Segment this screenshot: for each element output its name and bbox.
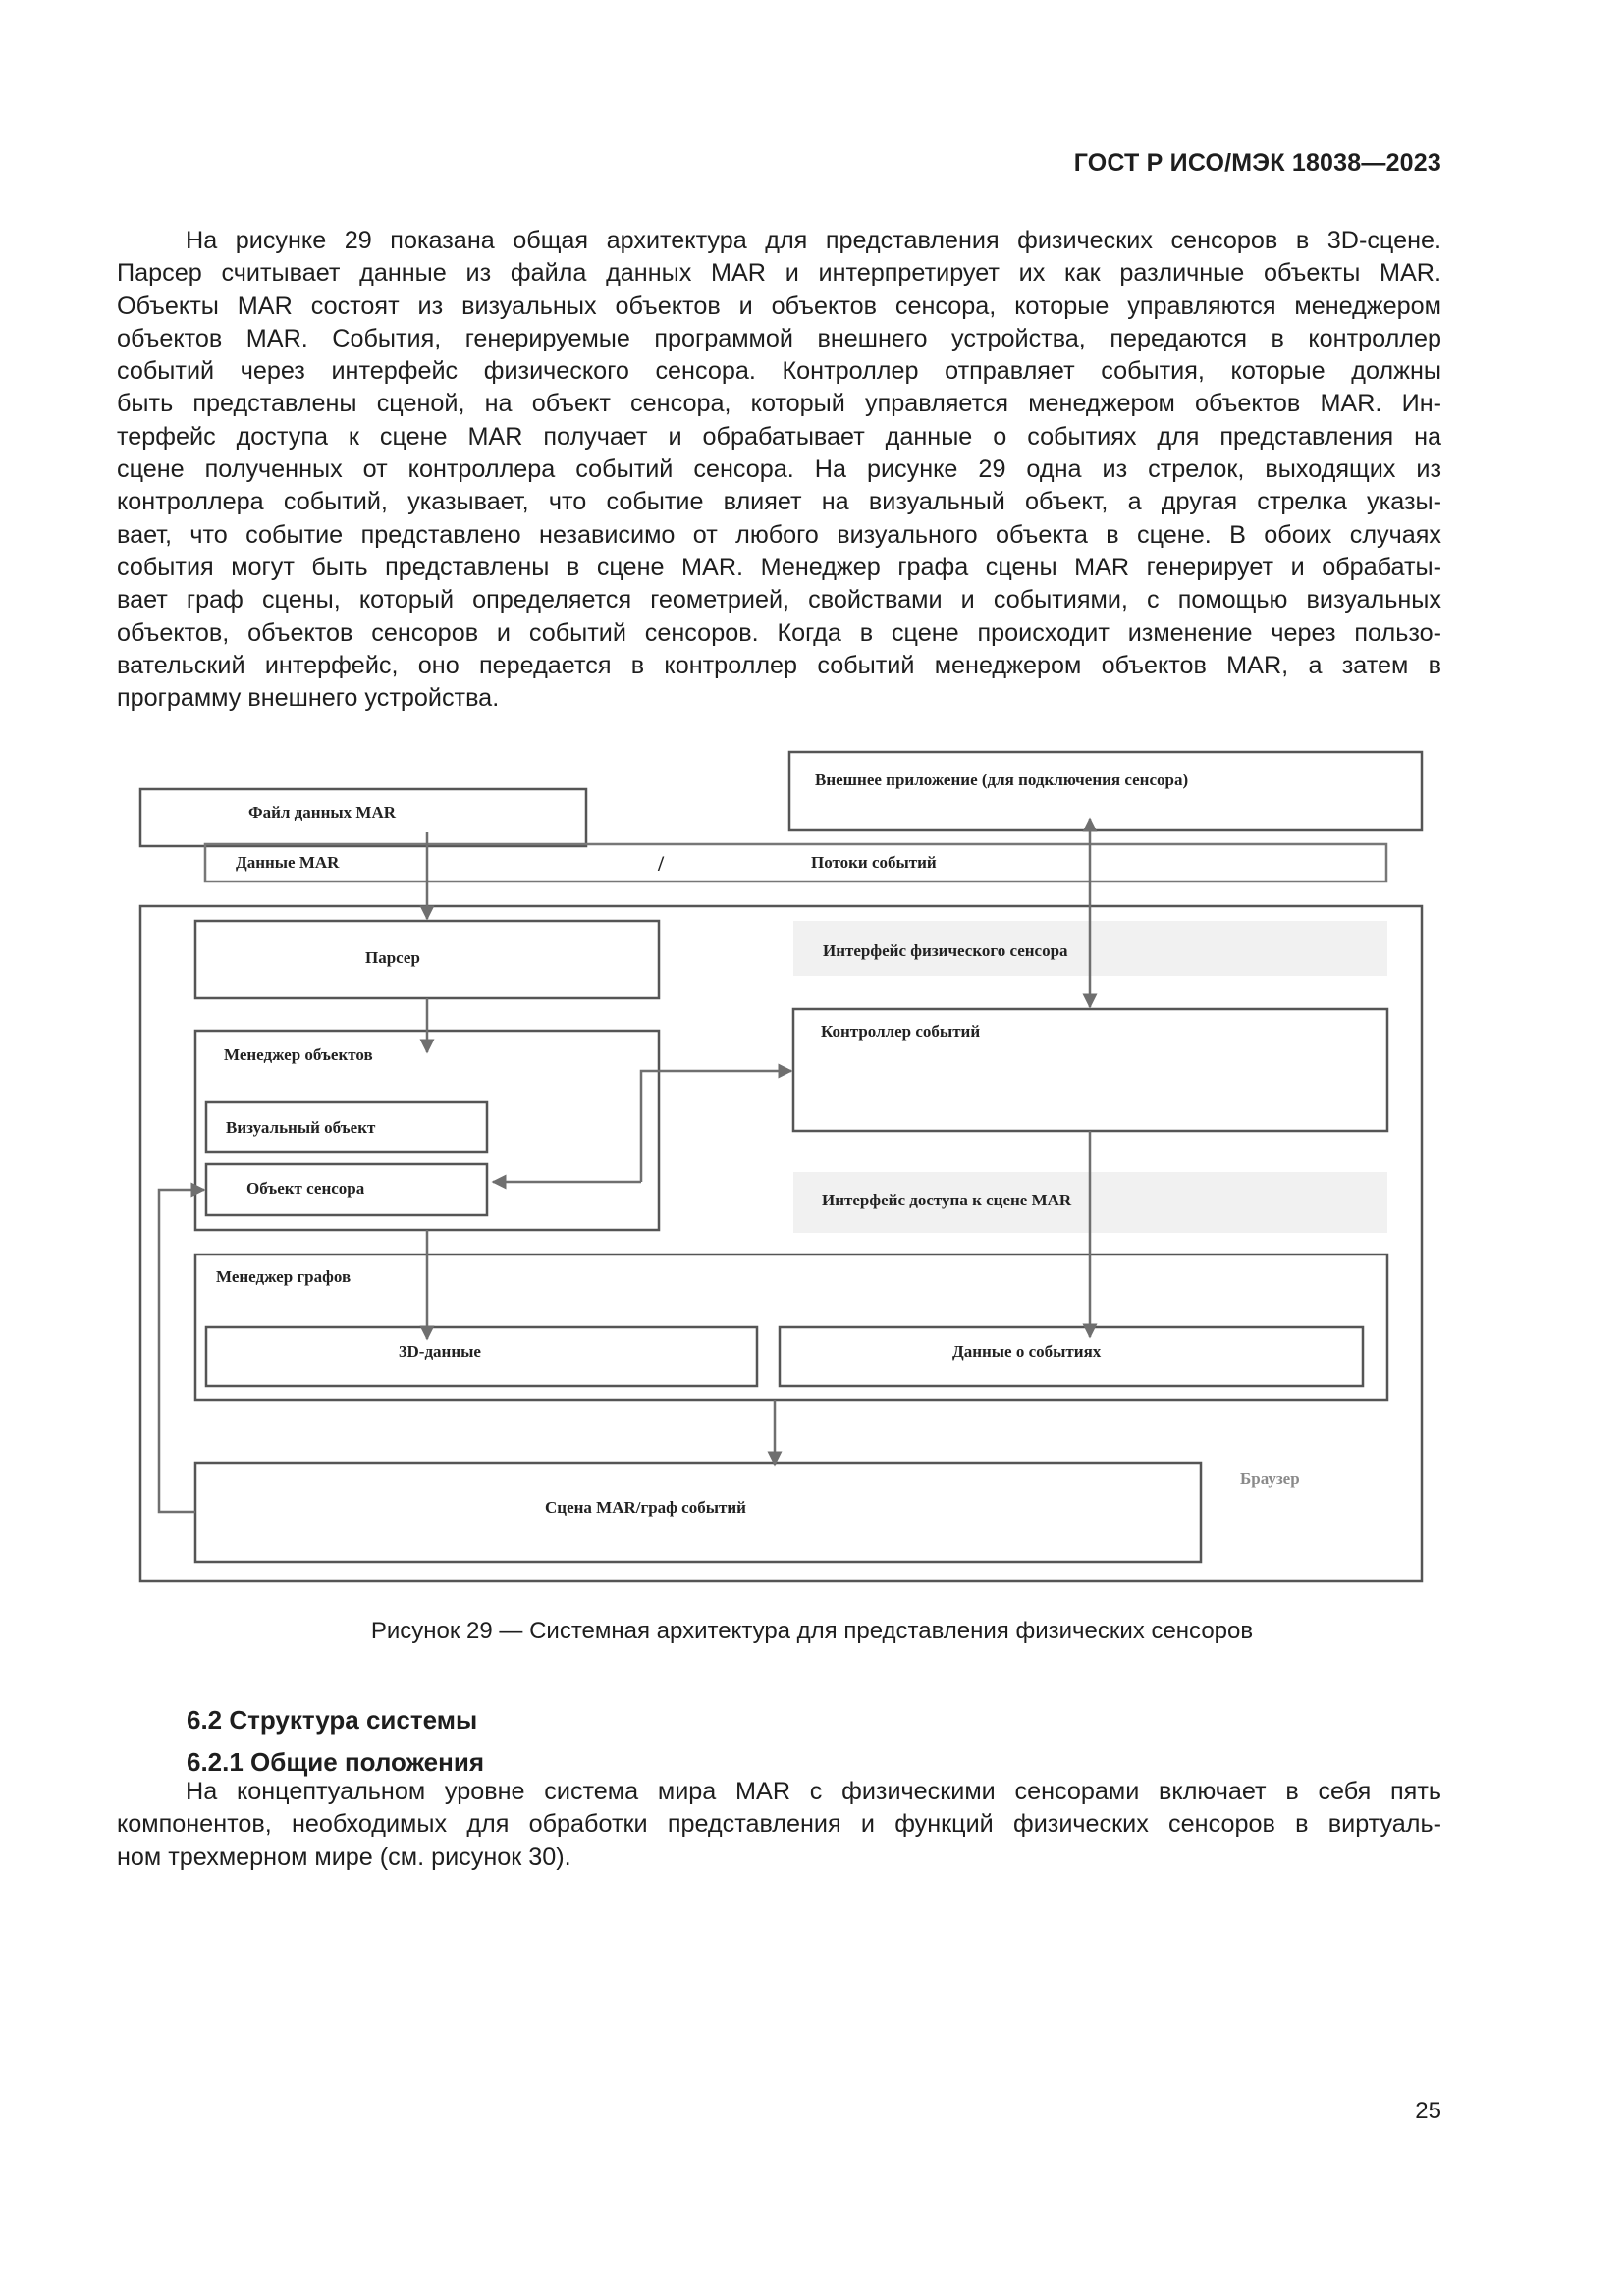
paragraph-line: события могут быть представлены в сцене MAR. Менеджер графа сцены MAR генерирует и обрабаты- [117, 553, 1441, 581]
paragraph-line: На рисунке 29 показана общая архитектура для представления физических сенсоров в 3D-сцене. [186, 227, 1441, 254]
parser-box [195, 921, 659, 998]
paragraph-line: объектов, объектов сенсоров и событий сенсоров. Когда в сцене происходит изменение через пользо- [117, 618, 1441, 647]
arrow-object-manager-to-controller [641, 1071, 791, 1182]
parser-label: Парсер [365, 948, 420, 967]
data-3d-label: 3D-данные [399, 1342, 481, 1361]
paragraph-line: На концептуальном уровне система мира MAR с физическими сенсорами включает в себя пять [186, 1778, 1441, 1805]
paragraph-line: ном трехмерном мире (см. рисунок 30). [117, 1842, 571, 1871]
data-streams-band [205, 844, 1386, 881]
sensor-object-label: Объект сенсора [246, 1179, 365, 1198]
data-3d-box [206, 1327, 757, 1386]
paragraph-line: программу внешнего устройства. [117, 684, 500, 713]
event-streams-label: Потоки событий [811, 853, 937, 872]
external-app-label: Внешнее приложение (для подключения сенсора) [815, 771, 1189, 789]
paragraph-line: событий через интерфейс физического сенсора. Контроллер отправляет события, которые должны [117, 357, 1441, 386]
page-number: 25 [1415, 2098, 1441, 2124]
event-controller-label: Контроллер событий [821, 1022, 981, 1041]
document-id-header: ГОСТ Р ИСО/МЭК 18038—2023 [1073, 149, 1441, 177]
slash-separator: / [658, 851, 665, 876]
paragraph-line: объектов MAR. События, генерируемые программой внешнего устройства, передаются в контроллер [117, 324, 1441, 352]
paragraph-line: вает, что событие представлено независимо от любого визуального объекта в сцене. В обоих случаях [117, 520, 1441, 549]
external-app-box [789, 752, 1422, 830]
object-manager-label: Менеджер объектов [224, 1045, 373, 1064]
scene-access-interface-label: Интерфейс доступа к сцене MAR [822, 1191, 1072, 1209]
paragraph-line: контроллера событий, указывает, что событие влияет на визуальный объект, а другая стрелка указы- [117, 488, 1441, 516]
mar-scene-label: Сцена MAR/граф событий [545, 1498, 746, 1517]
physical-sensor-interface-label: Интерфейс физического сенсора [823, 941, 1068, 960]
section-heading-6-2-1: 6.2.1 Общие положения [187, 1747, 484, 1777]
browser-label: Браузер [1240, 1469, 1300, 1488]
paragraph-line: компонентов, необходимых для обработки представления и функций физических сенсоров в виртуаль- [117, 1810, 1441, 1839]
paragraph-general-provisions [117, 1776, 1441, 1874]
paragraph-line: быть представлены сценой, на объект сенсора, который управляется менеджером объектов MAR. Ин- [117, 390, 1441, 418]
paragraph-line: вательский интерфейс, оно передается в контроллер событий менеджером объектов MAR, а затем в [117, 651, 1441, 679]
visual-object-label: Визуальный объект [226, 1118, 376, 1137]
paragraph-line: сцене полученных от контроллера событий сенсора. На рисунке 29 одна из стрелок, выходящих из [117, 455, 1441, 484]
section-heading-6-2: 6.2 Структура системы [187, 1705, 478, 1735]
graph-manager-label: Менеджер графов [216, 1267, 352, 1286]
paragraph-line: Парсер считывает данные из файла данных MAR и интерпретирует их как различные объекты MAR. [117, 259, 1441, 288]
browser-frame [140, 906, 1422, 1581]
mar-data-label: Данные MAR [236, 853, 340, 872]
paragraph-line: вает граф сцены, который определяется геометрией, свойствами и событиями, с помощью визуальных [117, 586, 1441, 614]
event-data-label: Данные о событиях [952, 1342, 1102, 1361]
figure-caption: Рисунок 29 — Системная архитектура для представления физических сенсоров [370, 1618, 1254, 1644]
paragraph-line: Объекты MAR состоят из визуальных объектов и объектов сенсора, которые управляются менеджером [117, 292, 1441, 320]
paragraph-line: терфейс доступа к сцене MAR получает и обрабатывает данные о событиях для представления на [117, 422, 1441, 451]
mar-data-file-label: Файл данных MAR [248, 803, 396, 822]
